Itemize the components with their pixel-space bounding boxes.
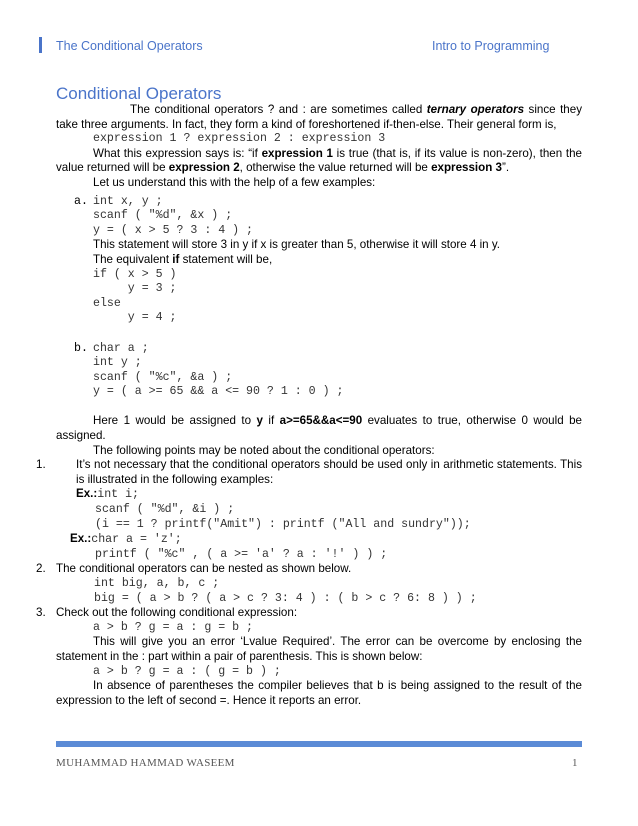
text: Here 1 would be assigned to <box>93 414 257 428</box>
text: The equivalent <box>93 252 173 266</box>
point-1 <box>36 458 582 562</box>
section-title: Conditional Operators <box>56 84 222 103</box>
example-a-row-1 <box>74 194 582 210</box>
example-a-label: a. <box>74 194 88 208</box>
text: statement will be, <box>179 252 273 266</box>
example-a-explanation: This statement will store 3 in y if x is greater than 5, otherwise it will store 4 in y. <box>93 238 501 252</box>
intro-text-cont: since they take three arguments. In fact, they form a kind of foreshortened if-then-else. Their general form is, <box>56 103 582 131</box>
intro-paragraph-1 <box>56 103 582 132</box>
bold-term: if <box>172 252 180 266</box>
code-line: y = ( a >= 65 && a <= 90 ? 1 : 0 ) ; <box>93 385 344 399</box>
code-line: printf ( "%c" , ( a >= 'a' ? a : '!' ) ) ; <box>95 547 388 561</box>
example-a <box>56 194 582 326</box>
ex2-row-1 <box>56 532 582 548</box>
code-line: y = 3 ; <box>93 282 177 296</box>
text: ”. <box>501 161 510 175</box>
intro-text: The conditional operators ? and : are sometimes called <box>130 103 427 116</box>
bold-term: expression 2 <box>168 161 240 175</box>
footer-author: MUHAMMAD HAMMAD WASEEM <box>56 757 235 769</box>
code-line: scanf ( "%d", &x ) ; <box>93 209 233 223</box>
code-line: y = 4 ; <box>93 311 177 325</box>
code-line: scanf ( "%d", &i ) ; <box>95 503 235 517</box>
code-line: a > b ? g = a : ( g = b ) ; <box>93 664 281 678</box>
bold-term: a>=65&&a<=90 <box>279 414 363 428</box>
ex-label: Ex.: <box>76 487 98 501</box>
ex1-row-1 <box>56 487 582 503</box>
header-left-title: The Conditional Operators <box>56 39 203 53</box>
point-number: 3. <box>36 606 46 620</box>
ex-label: Ex.: <box>70 532 92 546</box>
header-accent-bar <box>39 37 42 53</box>
example-b-label: b. <box>74 341 88 355</box>
point-3 <box>36 606 582 621</box>
code-line: scanf ( "%c", &a ) ; <box>93 370 233 384</box>
text: What this expression says is: “if <box>93 146 262 160</box>
bold-term: expression 1 <box>261 146 333 160</box>
code-line: big = ( a > b ? ( a > c ? 3: 4 ) : ( b > c ? 6: 8 ) ) ; <box>94 591 477 605</box>
after-paragraph-1 <box>56 414 582 443</box>
point-text: The conditional operators can be nested as shown below. <box>56 562 352 576</box>
code-line: if ( x > 5 ) <box>93 267 177 281</box>
point-2 <box>36 562 582 606</box>
point-number: 2. <box>36 562 46 576</box>
code-line: y = ( x > 5 ? 3 : 4 ) ; <box>93 223 254 237</box>
intro-paragraph-3: Let us understand this with the help of a few examples: <box>93 175 376 189</box>
footer-page-number: 1 <box>572 757 578 769</box>
point-text: Check out the following conditional expression: <box>56 606 298 620</box>
code-line: char a = 'z'; <box>91 533 182 547</box>
point-text: It’s not necessary that the conditional operators should be used only in arithmetic statements. This is illustrated in the following examples: <box>76 458 582 486</box>
general-form-code: expression 1 ? expression 2 : expression 3 <box>93 132 386 146</box>
after-paragraph-2: The following points may be noted about the conditional operators: <box>93 443 435 457</box>
bold-term: expression 3 <box>431 161 502 175</box>
example-a-equivalent <box>74 253 582 268</box>
text: evaluates to true, otherwise 0 would be assigned. <box>56 414 582 443</box>
code-line: else <box>93 296 121 310</box>
point-3-explanation: This will give you an error ‘Lvalue Required’. The error can be overcome by enclosing the statement in the : part within a pair of parenthesis. This is shown below: <box>56 635 582 663</box>
footer-bar <box>56 741 582 747</box>
code-line: char a ; <box>93 341 149 355</box>
code-line: int x, y ; <box>93 194 163 208</box>
text: , otherwise the value returned will be <box>239 161 432 175</box>
point-3-conclusion: In absence of parentheses the compiler believes that b is being assigned to the result of the expression to the left of second =. Hence it reports an error. <box>56 679 582 707</box>
code-line: int i; <box>97 488 140 502</box>
bold-term: y <box>256 414 263 428</box>
header-right-title: Intro to Programming <box>432 39 550 53</box>
document-body <box>36 103 583 708</box>
code-line: int y ; <box>93 356 142 370</box>
text: if <box>262 414 280 428</box>
code-line: a > b ? g = a : g = b ; <box>93 620 254 634</box>
example-b-row-1 <box>74 341 582 357</box>
example-b <box>56 341 582 400</box>
intro-paragraph-2 <box>56 147 582 176</box>
code-line: (i == 1 ? printf("Amit") : printf ("All and sundry")); <box>95 517 471 531</box>
ternary-operators-term: ternary operators <box>426 103 525 116</box>
code-line: int big, a, b, c ; <box>94 577 220 590</box>
point-number: 1. <box>36 458 46 472</box>
text: is true (that is, if its value is non-zero), then the value returned will be <box>56 146 583 175</box>
